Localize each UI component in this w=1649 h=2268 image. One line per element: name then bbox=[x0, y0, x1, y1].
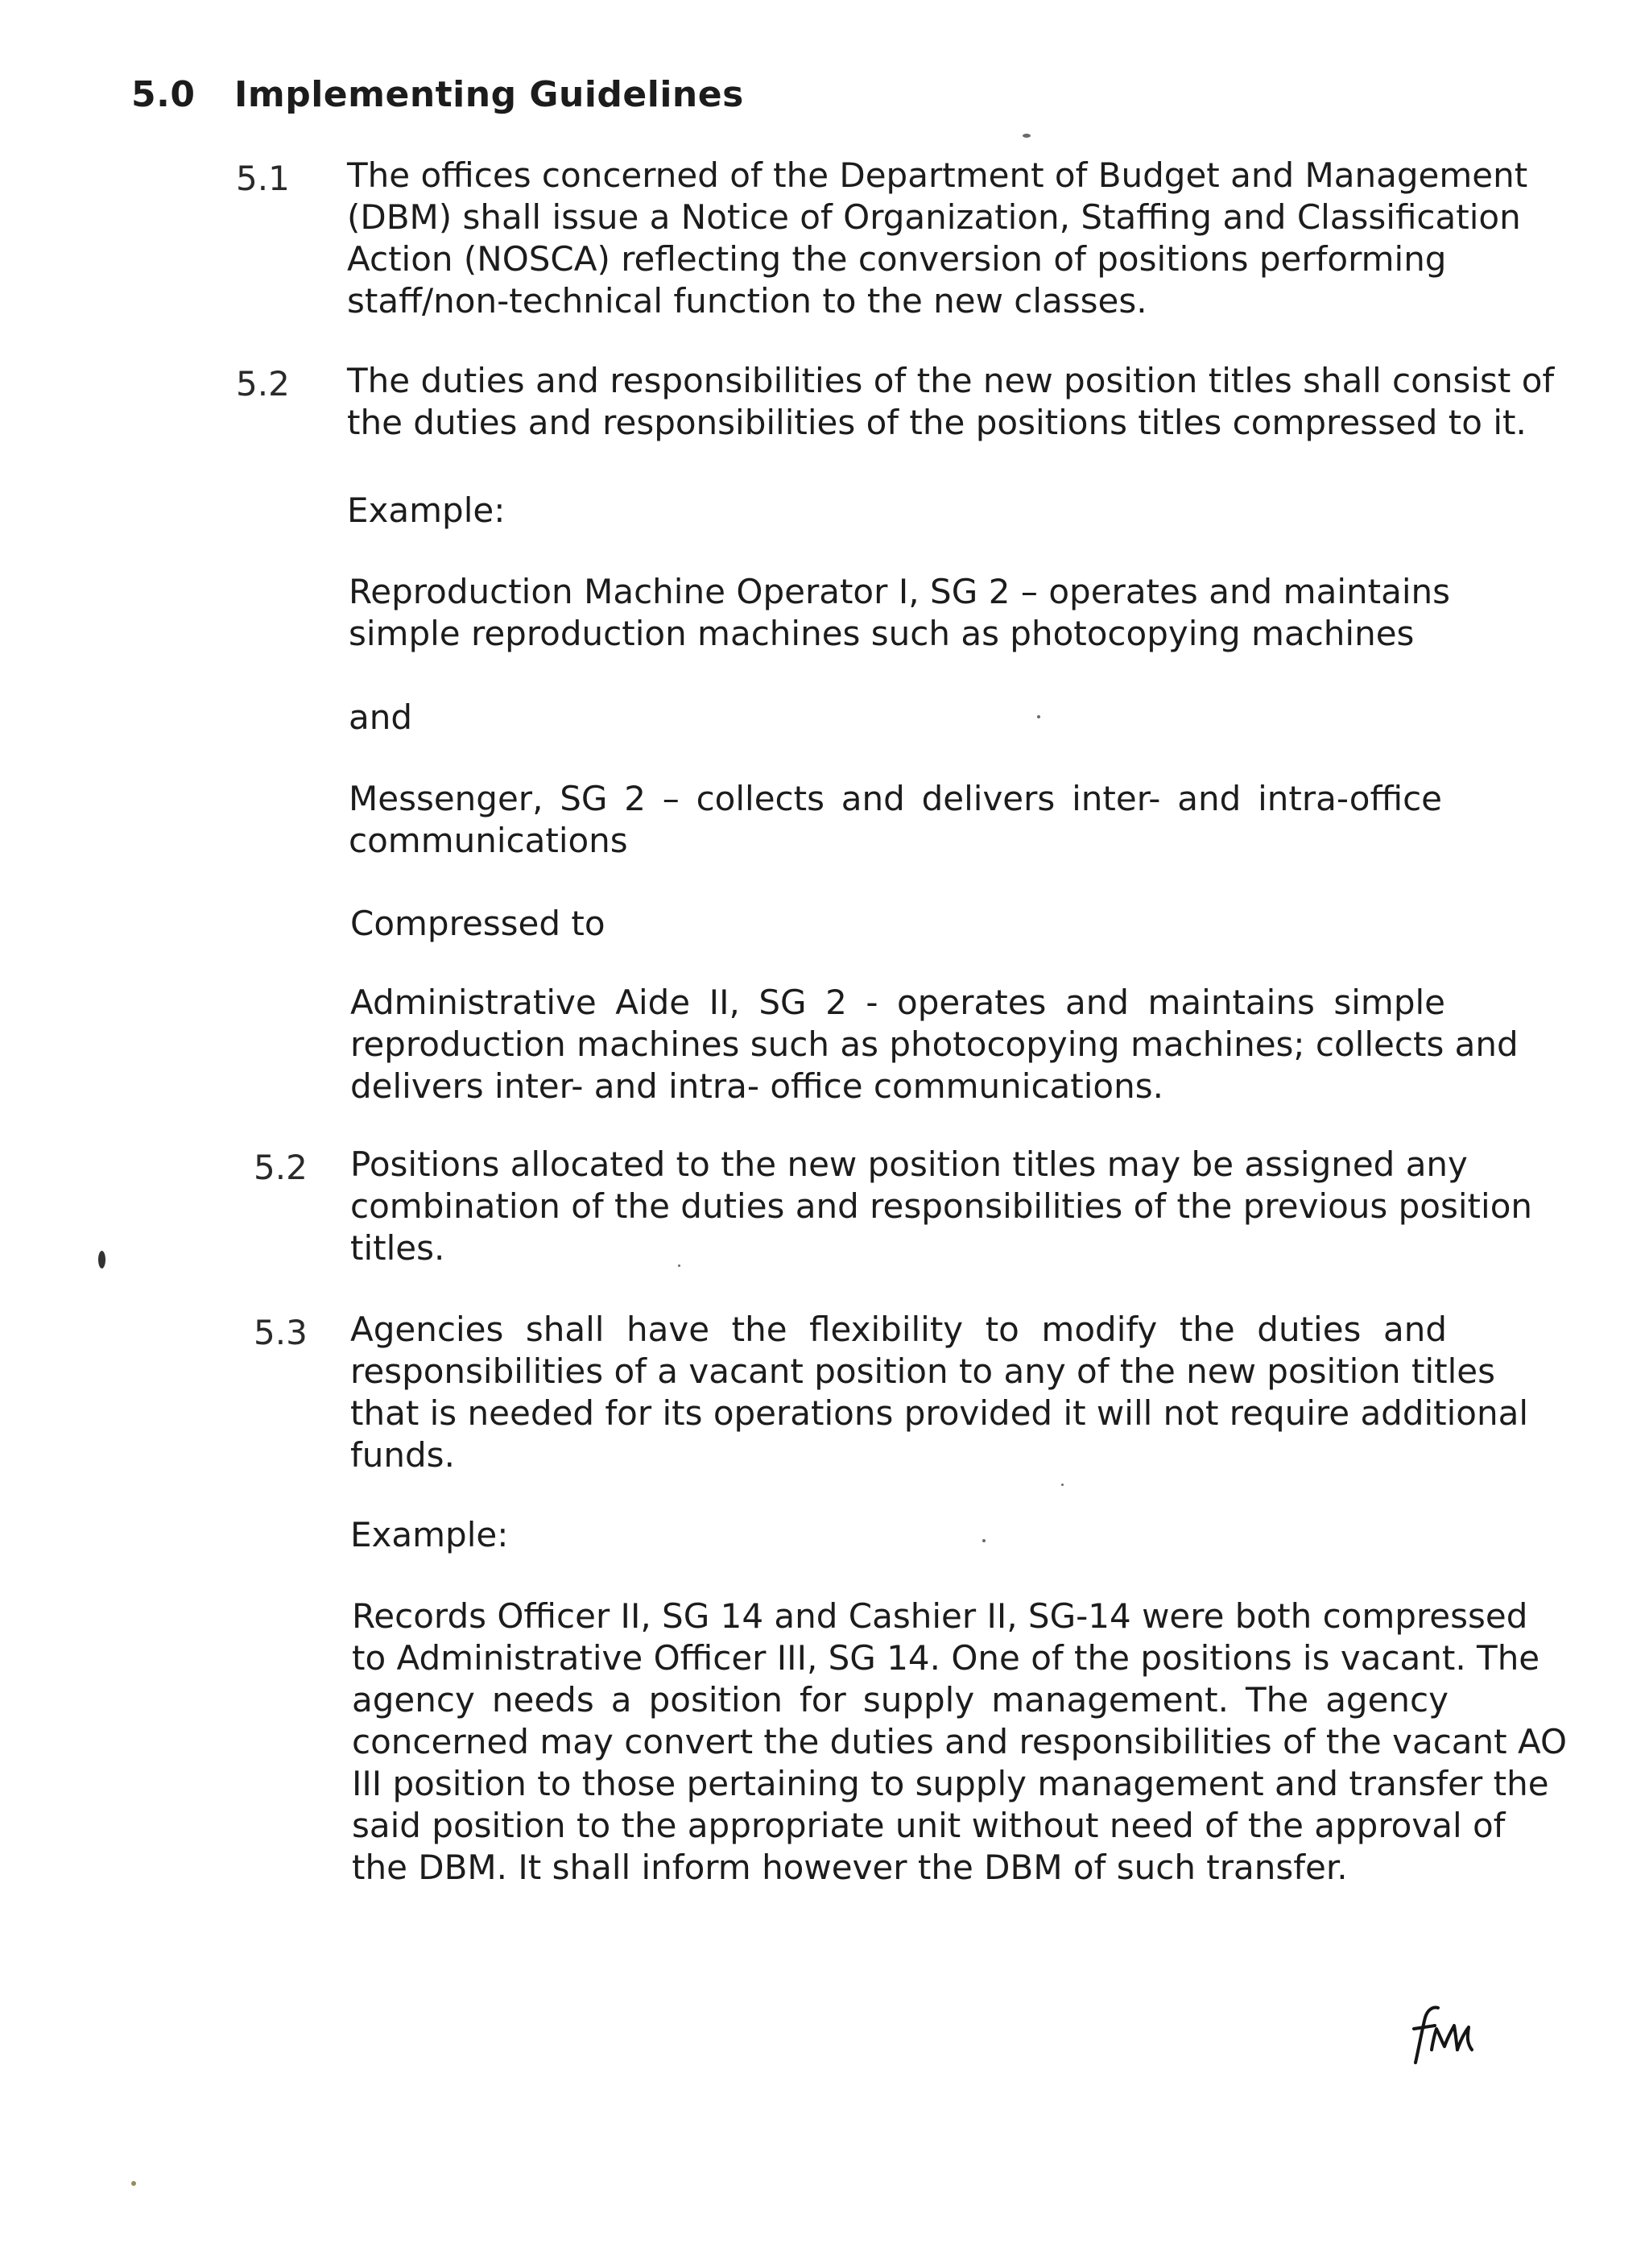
paragraph-line: (DBM) shall issue a Notice of Organization, Staffing and Classification bbox=[347, 197, 1521, 237]
section-number: 5.0 bbox=[131, 74, 196, 115]
scan-speck bbox=[131, 2181, 136, 2186]
paragraph-line: Administrative Aide II, SG 2 - operates and maintains simple bbox=[350, 983, 1445, 1022]
paragraph-line: Records Officer II, SG 14 and Cashier II, SG-14 were both compressed bbox=[352, 1596, 1528, 1636]
scan-speck bbox=[982, 1539, 986, 1542]
scan-speck bbox=[1023, 134, 1031, 138]
item-number-5-3: 5.3 bbox=[254, 1313, 308, 1352]
scan-speck bbox=[1061, 1484, 1064, 1486]
paragraph-line: responsibilities of a vacant position to any of the new position titles bbox=[350, 1351, 1496, 1391]
paragraph-line: combination of the duties and responsibilities of the previous position bbox=[350, 1186, 1533, 1226]
paragraph-line: delivers inter- and intra- office communications. bbox=[350, 1066, 1163, 1106]
paragraph-5-3 bbox=[350, 1309, 1529, 1476]
paragraph-line: Action (NOSCA) reflecting the conversion of positions performing bbox=[347, 239, 1447, 279]
item-number-5-1: 5.1 bbox=[236, 159, 290, 198]
example-label-2: Example: bbox=[350, 1515, 509, 1554]
paragraph-line: Reproduction Machine Operator I, SG 2 – operates and maintains bbox=[349, 572, 1450, 611]
paragraph-line: said position to the appropriate unit without need of the approval of bbox=[352, 1806, 1506, 1845]
paragraph-line: reproduction machines such as photocopying machines; collects and bbox=[350, 1024, 1519, 1064]
paragraph-line: agency needs a position for supply management. The agency bbox=[352, 1680, 1449, 1720]
scan-speck bbox=[1037, 715, 1040, 718]
example-label: Example: bbox=[347, 490, 506, 530]
item-number-5-2: 5.2 bbox=[236, 364, 290, 404]
paragraph-line: to Administrative Officer III, SG 14. One of the positions is vacant. The bbox=[352, 1638, 1540, 1678]
paragraph-line: Agencies shall have the flexibility to modify the duties and bbox=[350, 1310, 1447, 1349]
paragraph-line: III position to those pertaining to supply management and transfer the bbox=[352, 1764, 1549, 1803]
scan-speck bbox=[98, 1251, 105, 1269]
paragraph-line: staff/non-technical function to the new classes. bbox=[347, 281, 1147, 321]
paragraph-line: communications bbox=[349, 821, 628, 860]
example-records-officer bbox=[352, 1595, 1568, 1889]
paragraph-line: Positions allocated to the new position titles may be assigned any bbox=[350, 1144, 1468, 1184]
paragraph-line: funds. bbox=[350, 1435, 455, 1475]
paragraph-5-2 bbox=[347, 360, 1555, 444]
paragraph-line: the DBM. It shall inform however the DBM of such transfer. bbox=[352, 1848, 1348, 1887]
paragraph-line: titles. bbox=[350, 1228, 445, 1268]
handwritten-initials-signature bbox=[1411, 2001, 1477, 2067]
paragraph-line: simple reproduction machines such as photocopying machines bbox=[349, 614, 1415, 653]
example-administrative-aide bbox=[350, 982, 1519, 1107]
example-compressed-to: Compressed to bbox=[350, 904, 605, 943]
scan-speck bbox=[678, 1264, 680, 1267]
section-title: Implementing Guidelines bbox=[234, 74, 744, 115]
example-and: and bbox=[349, 697, 413, 737]
paragraph-line: The offices concerned of the Department of Budget and Management bbox=[347, 155, 1528, 195]
paragraph-line: The duties and responsibilities of the new position titles shall consist of bbox=[347, 361, 1555, 400]
paragraph-5-1 bbox=[347, 155, 1528, 322]
paragraph-line: that is needed for its operations provided it will not require additional bbox=[350, 1393, 1529, 1433]
paragraph-line: Messenger, SG 2 – collects and delivers inter- and intra-office bbox=[349, 779, 1442, 818]
example-operator bbox=[349, 571, 1450, 655]
example-messenger bbox=[349, 778, 1442, 862]
paragraph-5-2-second bbox=[350, 1144, 1533, 1269]
paragraph-line: the duties and responsibilities of the positions titles compressed to it. bbox=[347, 403, 1527, 442]
paragraph-line: concerned may convert the duties and responsibilities of the vacant AO bbox=[352, 1722, 1568, 1761]
item-number-5-2-second: 5.2 bbox=[254, 1148, 308, 1187]
